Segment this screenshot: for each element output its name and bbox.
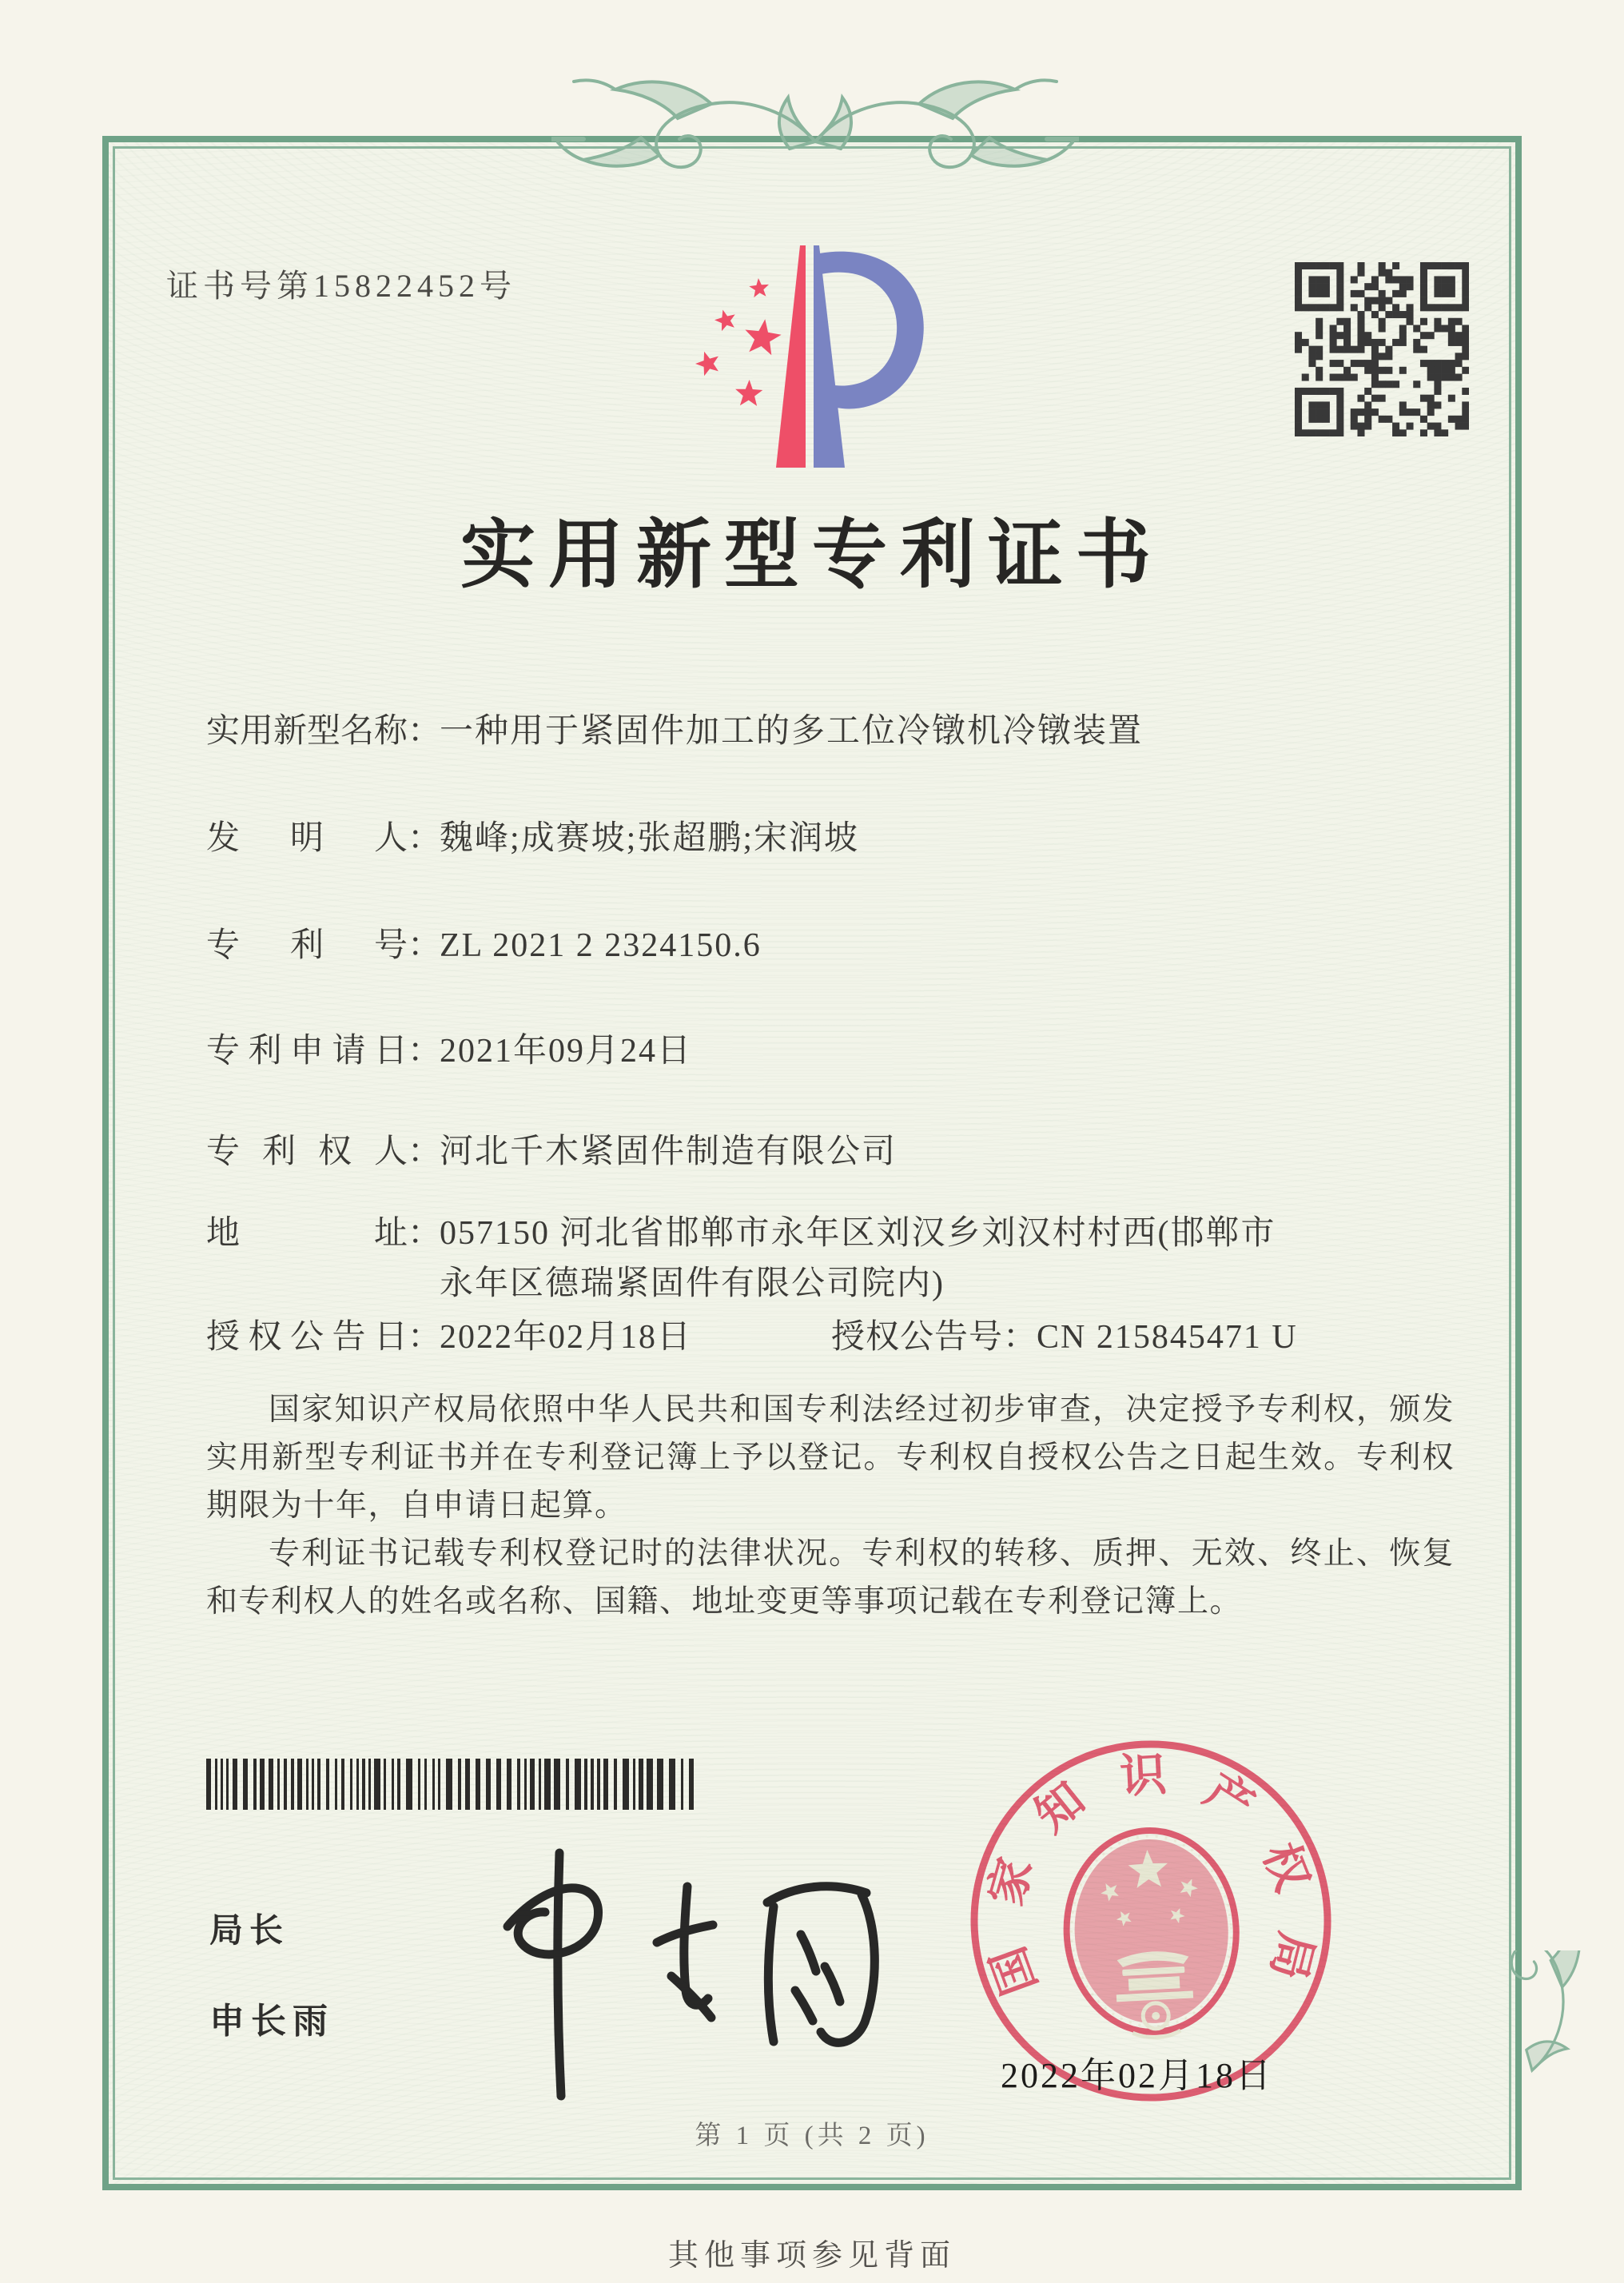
legal-paragraph-2: 专利证书记载专利权登记时的法律状况。专利权的转移、质押、无效、终止、恢复和专利权人的姓名或名称、国籍、地址变更等事项记载在专利登记簿上。 [206, 1536, 1455, 1619]
back-side-note: 其他事项参见背面 [667, 2239, 956, 2273]
barcode-icon [205, 1759, 700, 1810]
border-flourish-top-icon [551, 66, 1079, 209]
qr-code-icon [1295, 262, 1469, 436]
field-colon: ： [408, 713, 442, 750]
svg-text:国: 国 [981, 1939, 1047, 2002]
national-emblem-icon [1061, 1827, 1241, 2042]
field-label: 发明人 [206, 820, 408, 857]
field-colon: ： [408, 1319, 442, 1356]
field-colon: ： [408, 1215, 442, 1252]
field-row-grant [206, 1313, 1455, 1363]
field-value: 河北千木紧固件制造有限公司 [440, 1134, 898, 1170]
field-label: 专利号 [206, 927, 408, 964]
field-row-utility-model-name [206, 707, 1455, 757]
svg-text:产: 产 [1196, 1763, 1264, 1833]
field-row-address [206, 1209, 1455, 1309]
svg-text:知: 知 [1025, 1772, 1095, 1843]
svg-text:家: 家 [979, 1852, 1042, 1911]
field-label: 授权公告日 [206, 1319, 408, 1356]
field-label: 地址 [206, 1215, 408, 1252]
page-indicator: 第 1 页 (共 2 页) [695, 2122, 929, 2150]
svg-text:权: 权 [1253, 1835, 1320, 1899]
field-label: 实用新型名称 [206, 713, 408, 750]
field-value: 魏峰;成赛坡;张超鹏;宋润坡 [440, 820, 860, 857]
field-value: 2021年09月24日 [440, 1033, 693, 1070]
field-colon: ： [408, 820, 442, 857]
commissioner-title: 局长 [209, 1911, 290, 1949]
grant-number-pair [831, 1313, 1298, 1363]
field-label: 专利权人 [206, 1134, 408, 1170]
field-value: CN 215845471 U [1037, 1319, 1298, 1356]
field-colon: ： [408, 927, 442, 964]
field-row-inventors [206, 814, 1455, 864]
border-flourish-bottom-right-icon [1448, 1950, 1616, 2190]
field-value: 057150 河北省邯郸市永年区刘汉乡刘汉村村西(邯郸市永年区德瑞紧固件有限公司院内) [440, 1215, 1276, 1302]
field-row-patent-number [206, 921, 1455, 971]
field-colon: ： [408, 1134, 442, 1170]
field-label: 专利申请日 [206, 1033, 408, 1070]
certificate-number: 证书号第15822452号 [166, 268, 516, 304]
field-row-application-date [206, 1026, 1455, 1077]
commissioner-name: 申长雨 [209, 2002, 334, 2041]
svg-text:识: 识 [1118, 1748, 1168, 1803]
seal-date: 2022年02月18日 [1001, 2056, 1273, 2095]
field-colon: ： [1003, 1319, 1037, 1356]
field-row-patentee [206, 1127, 1455, 1177]
field-value: 一种用于紧固件加工的多工位冷镦机冷镦装置 [440, 713, 1144, 750]
cnipa-logo-icon [683, 236, 947, 476]
legal-paragraph-1: 国家知识产权局依照中华人民共和国专利法经过初步审查，决定授予专利权，颁发实用新型专利证书并在专利登记簿上予以登记。专利权自授权公告之日起生效。专利权期限为十年，自申请日起算。 [206, 1393, 1455, 1523]
field-value: 2022年02月18日 [440, 1319, 693, 1356]
svg-text:局: 局 [1260, 1927, 1323, 1986]
commissioner-signature-icon [432, 1831, 911, 2110]
field-value: ZL 2021 2 2324150.6 [440, 927, 762, 964]
legal-text-block [206, 1386, 1455, 1626]
logo-stars [695, 278, 782, 406]
certificate-title: 实用新型专利证书 [460, 514, 1164, 597]
field-colon: ： [408, 1033, 442, 1070]
field-label: 授权公告号 [831, 1319, 1004, 1356]
